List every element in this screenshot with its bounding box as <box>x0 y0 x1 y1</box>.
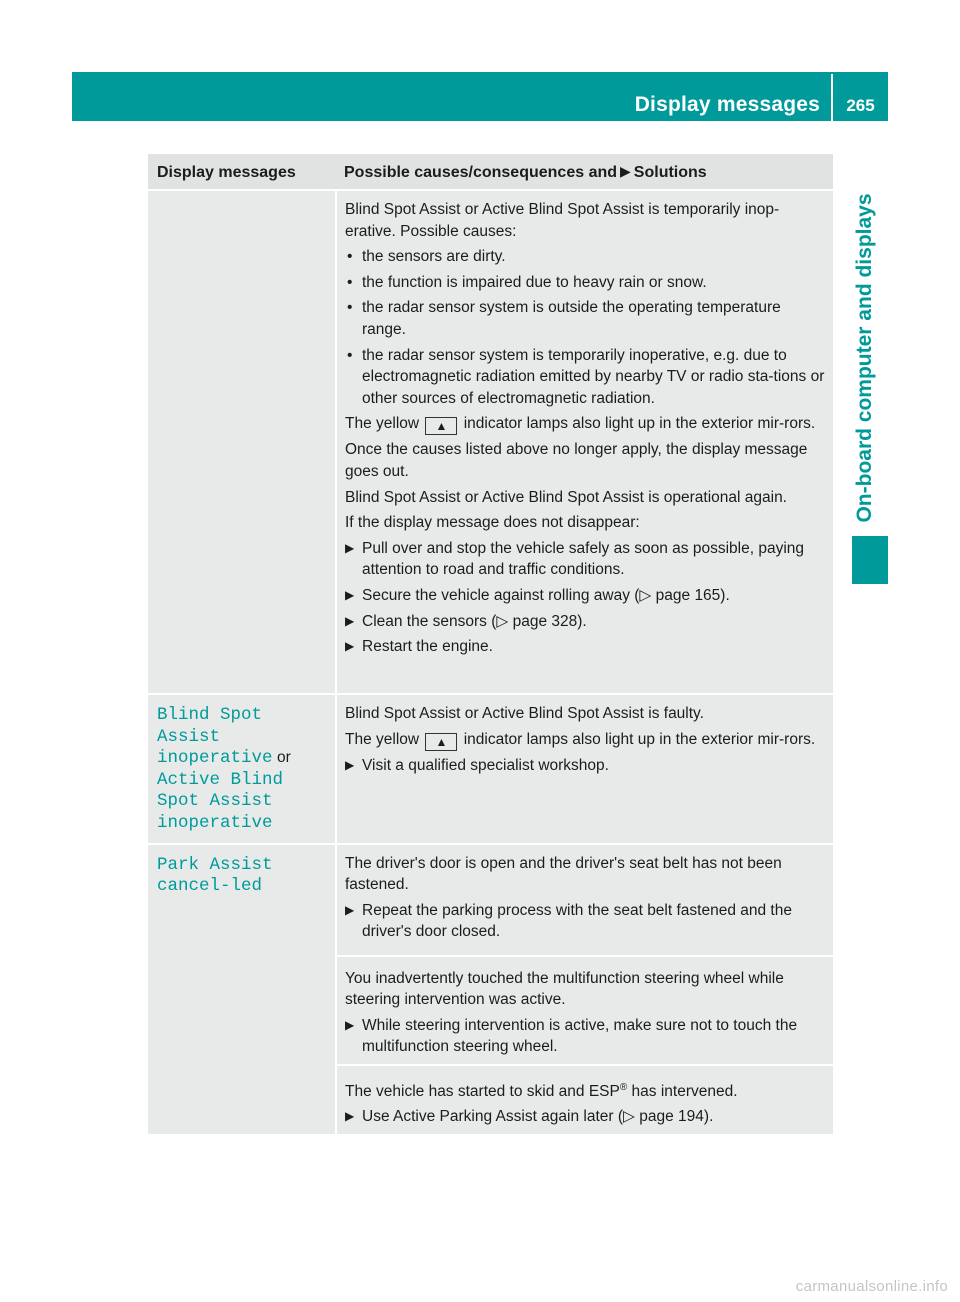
step-arrow-icon: ▶ <box>620 163 631 179</box>
instruction-step <box>345 1015 826 1058</box>
step-arrow-icon: ▶ <box>345 639 355 654</box>
table-row <box>148 693 833 843</box>
message-cell <box>148 695 335 843</box>
step-arrow-icon: ▶ <box>345 587 355 602</box>
instruction-step <box>345 1106 826 1128</box>
blind-spot-warning-lamp-icon: ▲ <box>425 417 457 435</box>
paragraph: Once the causes listed above no longer apply, the display message goes out. <box>345 441 808 480</box>
list-item: • the radar sensor system is outside the operating temperature range. <box>345 297 826 340</box>
table-row <box>148 843 833 1134</box>
instruction-step <box>345 585 826 607</box>
chapter-label: On-board computer and displays <box>853 193 876 523</box>
display-message-text: Park Assist cancel-led <box>157 854 273 897</box>
header-bar <box>72 72 888 121</box>
step-arrow-icon: ▶ <box>345 540 355 555</box>
table-header <box>148 154 833 189</box>
step-arrow-icon: ▶ <box>345 613 355 628</box>
step-arrow-icon: ▶ <box>345 902 355 917</box>
step-text: Visit a qualified specialist workshop. <box>362 756 609 774</box>
cause-cell <box>335 695 833 843</box>
display-message-text: Active Blind Spot Assist inoperative <box>157 769 284 833</box>
display-messages-table <box>148 154 833 1134</box>
list-item: • the radar sensor system is temporarily inoperative, e.g. due to electromagnetic radiation emitted by nearby TV or radio sta-tions or other sources of electromagnetic radiation. <box>345 345 826 410</box>
cause-block <box>337 695 833 805</box>
text: The vehicle has started to skid and ESP <box>345 1082 620 1100</box>
watermark: carmanualsonline.info <box>795 1278 948 1295</box>
step-arrow-icon: ▶ <box>345 1017 355 1032</box>
message-cell <box>148 845 335 1134</box>
step-text: Clean the sensors (▷ page 328). <box>362 612 587 630</box>
text: The yellow <box>345 415 420 433</box>
instruction-step <box>345 755 826 777</box>
instruction-step <box>345 538 826 581</box>
chapter-marker <box>852 536 888 584</box>
text: indicator lamps also light up in the exterior mir-rors. <box>463 415 816 433</box>
column-header-text: Possible causes/consequences and <box>344 164 618 181</box>
paragraph <box>345 413 826 435</box>
message-cell <box>148 191 335 693</box>
cause-cell <box>335 845 833 1134</box>
display-message-text: Blind Spot Assist inoperative <box>157 705 273 769</box>
paragraph: You inadvertently touched the multifunction steering wheel while steering intervention was active. <box>345 969 784 1009</box>
text: has intervened. <box>631 1082 738 1100</box>
step-text: Pull over and stop the vehicle safely as soon as possible, paying attention to road and traffic conditions. <box>362 539 805 579</box>
cause-cell <box>335 191 833 693</box>
step-text: Repeat the parking process with the seat belt fastened and the driver's door closed. <box>362 901 792 941</box>
instruction-step <box>345 611 826 633</box>
paragraph: If the display message does not disappear: <box>345 514 640 532</box>
text: The yellow <box>345 730 420 748</box>
cause-block <box>337 845 833 955</box>
registered-mark: ® <box>619 1081 628 1093</box>
step-text: While steering intervention is active, make sure not to touch the multifunction steering wheel. <box>362 1016 798 1056</box>
chapter-side-tab <box>841 133 889 584</box>
column-header-causes <box>344 164 707 182</box>
cause-block <box>337 1064 833 1134</box>
text: indicator lamps also light up in the exterior mir-rors. <box>463 730 816 748</box>
step-text: Use Active Parking Assist again later (▷ page 194). <box>362 1108 714 1126</box>
step-text: Restart the engine. <box>362 638 493 656</box>
step-arrow-icon: ▶ <box>345 757 355 772</box>
instruction-step <box>345 900 826 943</box>
or-text: or <box>276 749 291 767</box>
paragraph: Blind Spot Assist or Active Blind Spot Assist is faulty. <box>345 705 704 722</box>
list-item: • the sensors are dirty. <box>345 246 826 268</box>
paragraph <box>345 729 826 751</box>
cause-block <box>337 955 833 1064</box>
blind-spot-warning-lamp-icon: ▲ <box>425 733 457 751</box>
list-item: • the function is impaired due to heavy rain or snow. <box>345 272 826 294</box>
paragraph: Blind Spot Assist or Active Blind Spot Assist is temporarily inop-erative. Possible causes: <box>345 201 780 240</box>
paragraph: Blind Spot Assist or Active Blind Spot Assist is operational again. <box>345 488 787 506</box>
paragraph: The driver's door is open and the driver's seat belt has not been fastened. <box>345 854 782 894</box>
step-text: Secure the vehicle against rolling away (▷ page 165). <box>362 586 730 604</box>
paragraph <box>345 1077 826 1103</box>
cause-block <box>337 191 833 693</box>
table-row <box>148 189 833 693</box>
column-header-messages: Display messages <box>157 164 296 181</box>
column-header-solutions: Solutions <box>633 164 707 181</box>
page-number: 265 <box>846 96 875 115</box>
section-title: Display messages <box>634 93 820 116</box>
step-arrow-icon: ▶ <box>345 1109 355 1124</box>
instruction-step <box>345 636 826 658</box>
